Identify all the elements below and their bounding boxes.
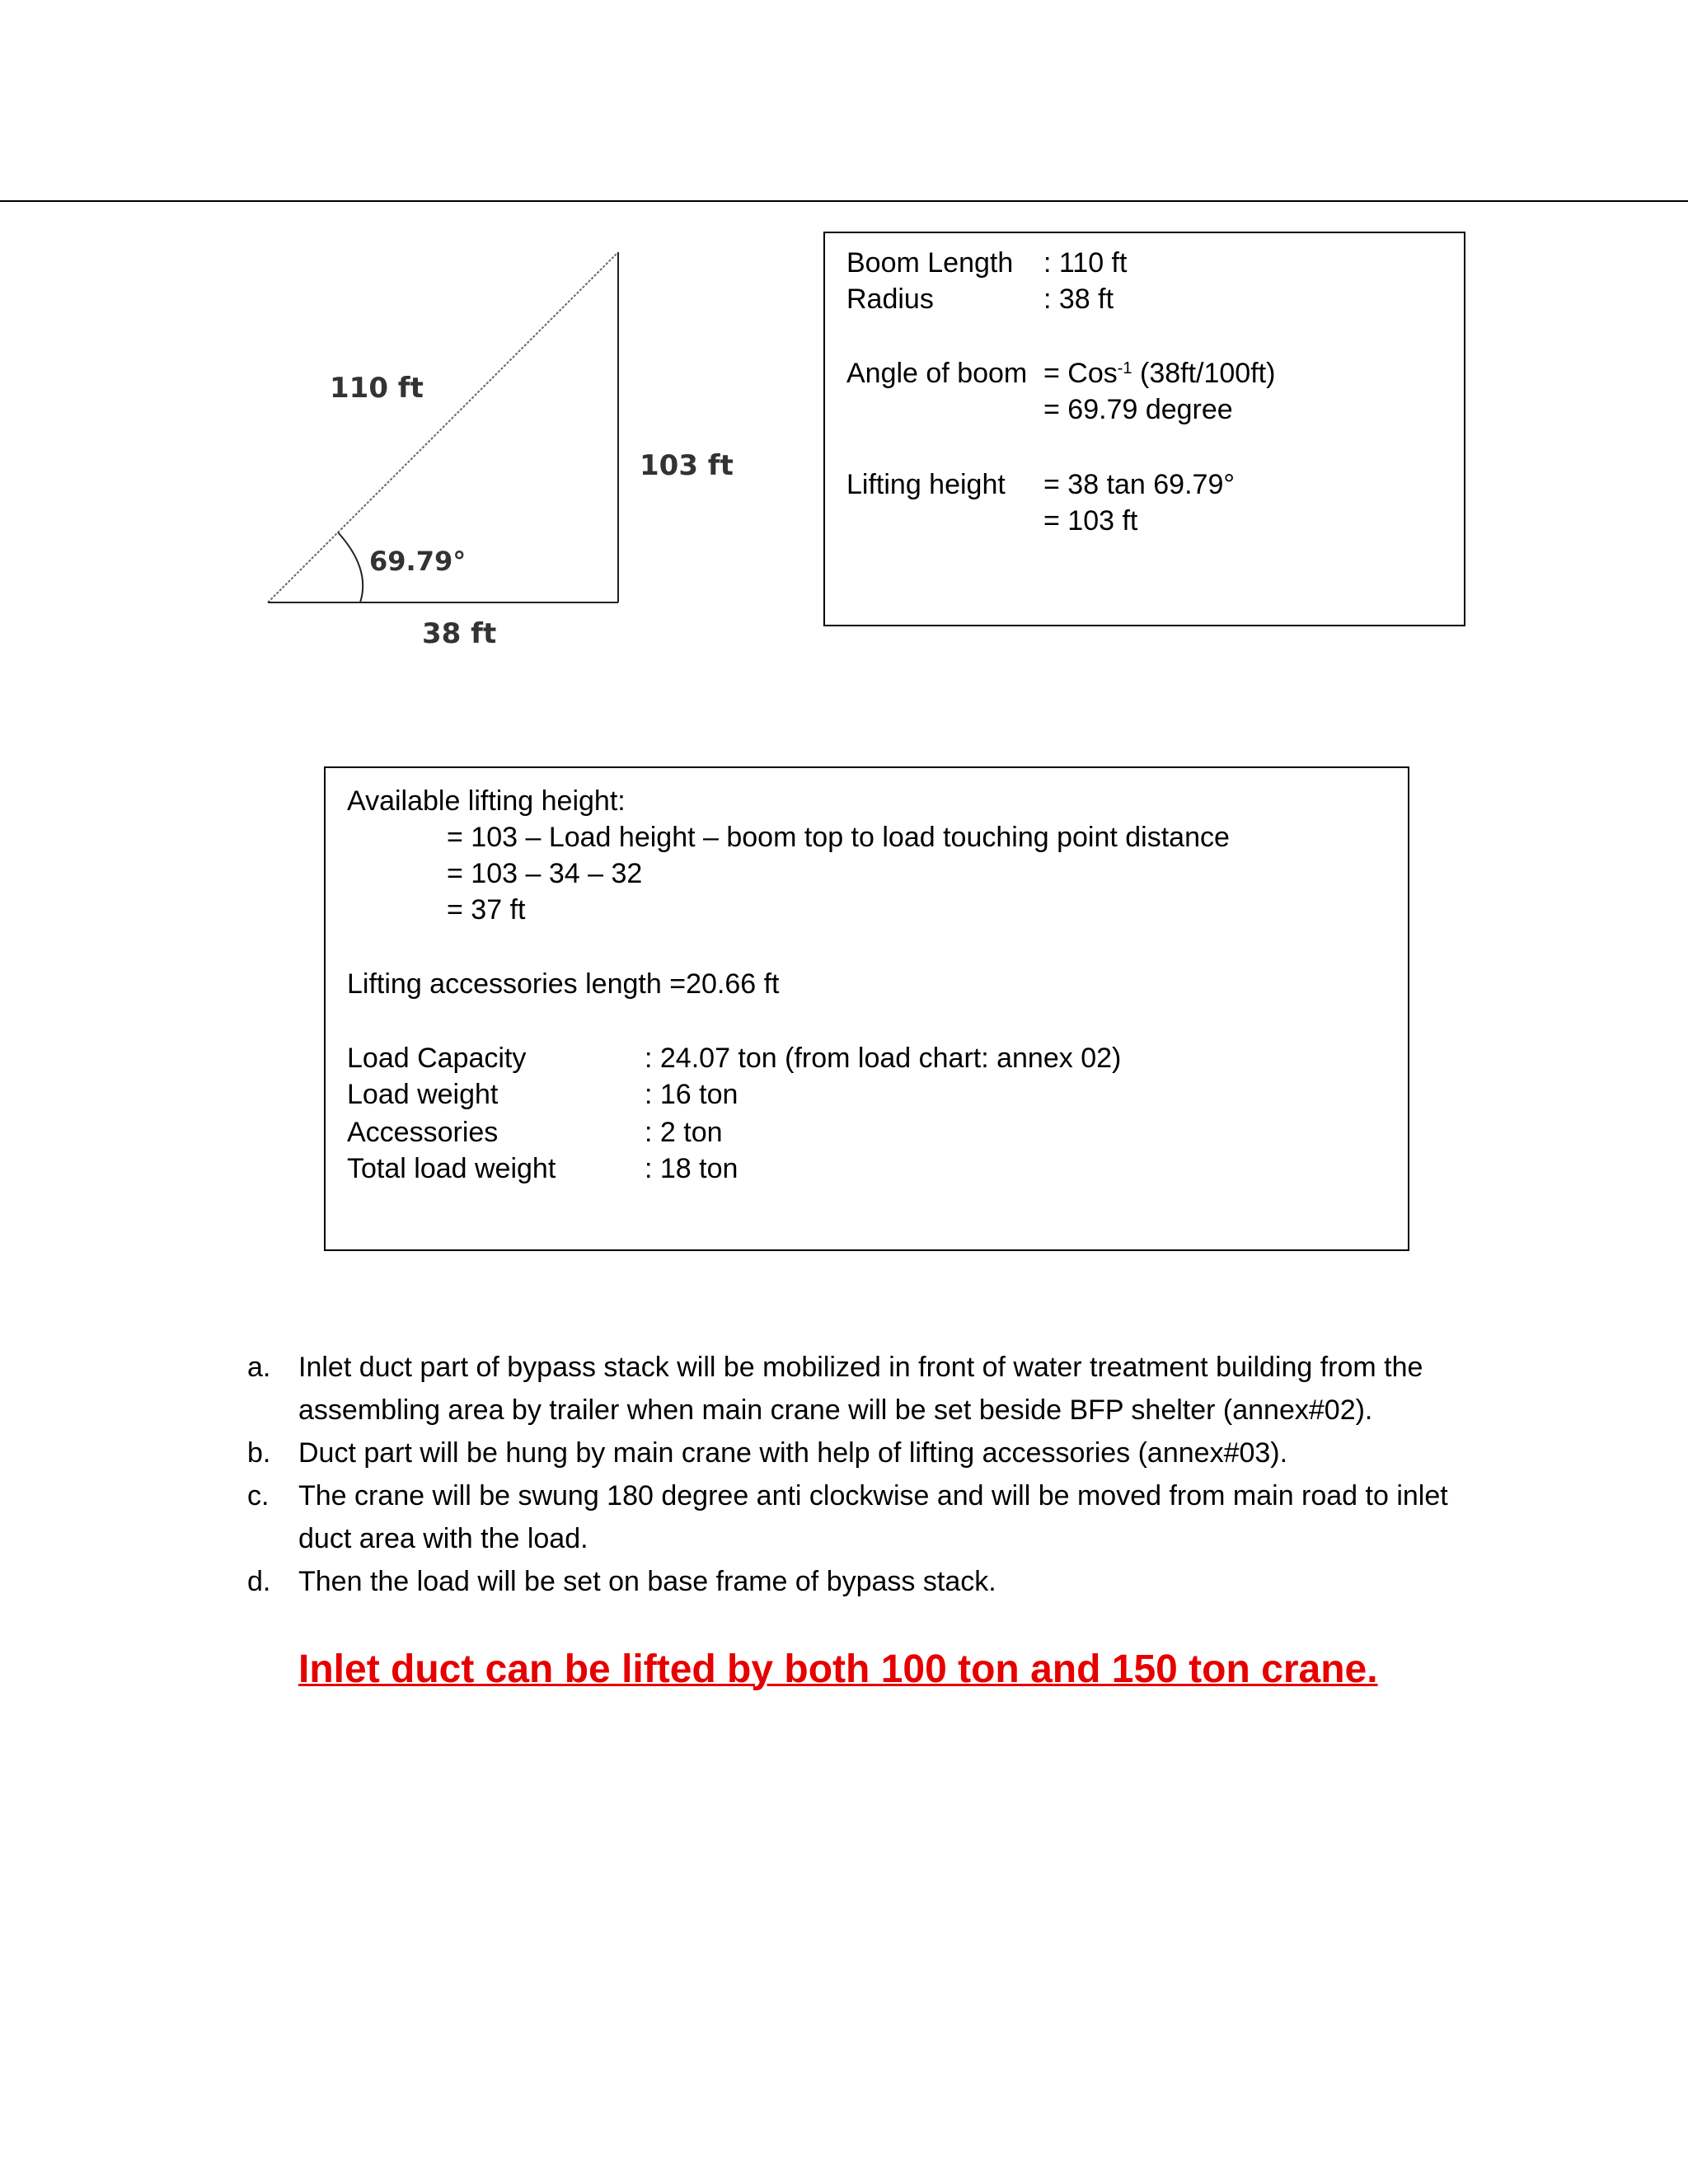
- accessories-label: Accessories: [347, 1117, 499, 1148]
- height-label: 103 ft: [640, 449, 734, 482]
- list-item-text: Inlet duct part of bypass stack will be mobilized in front of water treatment building from the assembling area by trailer when main crane will be set beside BFP shelter (annex#02).: [298, 1352, 1423, 1426]
- procedure-steps: [247, 1346, 1467, 1603]
- load-capacity-value: : 24.07 ton (from load chart: annex 02): [645, 1043, 1122, 1074]
- accessories-value: : 2 ton: [645, 1117, 723, 1148]
- available-height-line-2: = 103 – 34 – 32: [447, 858, 643, 889]
- available-height-line-3: = 37 ft: [447, 894, 526, 926]
- accessories-length: Lifting accessories length =20.66 ft: [347, 968, 780, 1000]
- available-height-line-1: = 103 – Load height – boom top to load touching point distance: [447, 822, 1230, 853]
- list-marker: a.: [247, 1352, 271, 1383]
- list-item: [247, 1474, 1467, 1560]
- load-weight-label: Load weight: [347, 1079, 499, 1110]
- angle-value: = Cos$^{-1}$ (38ft/100ft): [1043, 358, 1276, 389]
- list-item-text: The crane will be swung 180 degree anti clockwise and will be moved from main road to inlet duct area with the load.: [298, 1480, 1448, 1554]
- radius-value: : 38 ft: [1043, 284, 1114, 315]
- boom-triangle-diagram: [0, 0, 824, 676]
- base-label: 38 ft: [422, 617, 497, 650]
- list-item: [247, 1560, 1467, 1603]
- list-item: [247, 1432, 1467, 1474]
- boom-length-label: Boom Length: [846, 247, 1014, 279]
- angle-arc: [338, 532, 363, 602]
- angle-result: = 69.79 degree: [1043, 394, 1233, 425]
- lifting-height-label: Lifting height: [846, 469, 1006, 500]
- angle-label: 69.79°: [369, 546, 467, 577]
- load-capacity-label: Load Capacity: [347, 1043, 527, 1074]
- boom-length-value: : 110 ft: [1043, 247, 1128, 279]
- boom-calculation-box: [823, 232, 1465, 626]
- list-marker: b.: [247, 1437, 271, 1469]
- conclusion-text: Inlet duct can be lifted by both 100 ton and 150 ton crane.: [298, 1647, 1378, 1691]
- list-marker: d.: [247, 1566, 271, 1597]
- radius-label: Radius: [846, 284, 934, 315]
- total-load-value: : 18 ton: [645, 1153, 738, 1184]
- total-load-label: Total load weight: [347, 1153, 556, 1184]
- list-item: [247, 1346, 1467, 1432]
- list-marker: c.: [247, 1480, 270, 1511]
- list-item-text: Duct part will be hung by main crane with help of lifting accessories (annex#03).: [298, 1437, 1288, 1469]
- load-calculation-box: [324, 766, 1409, 1251]
- lifting-height-result: = 103 ft: [1043, 505, 1138, 537]
- lifting-height-value: = 38 tan 69.79°: [1043, 469, 1235, 500]
- hypotenuse-label: 110 ft: [330, 372, 424, 405]
- list-item-text: Then the load will be set on base frame of bypass stack.: [298, 1566, 996, 1597]
- angle-label: Angle of boom: [846, 358, 1028, 389]
- available-height-title: Available lifting height:: [347, 785, 626, 817]
- load-weight-value: : 16 ton: [645, 1079, 738, 1110]
